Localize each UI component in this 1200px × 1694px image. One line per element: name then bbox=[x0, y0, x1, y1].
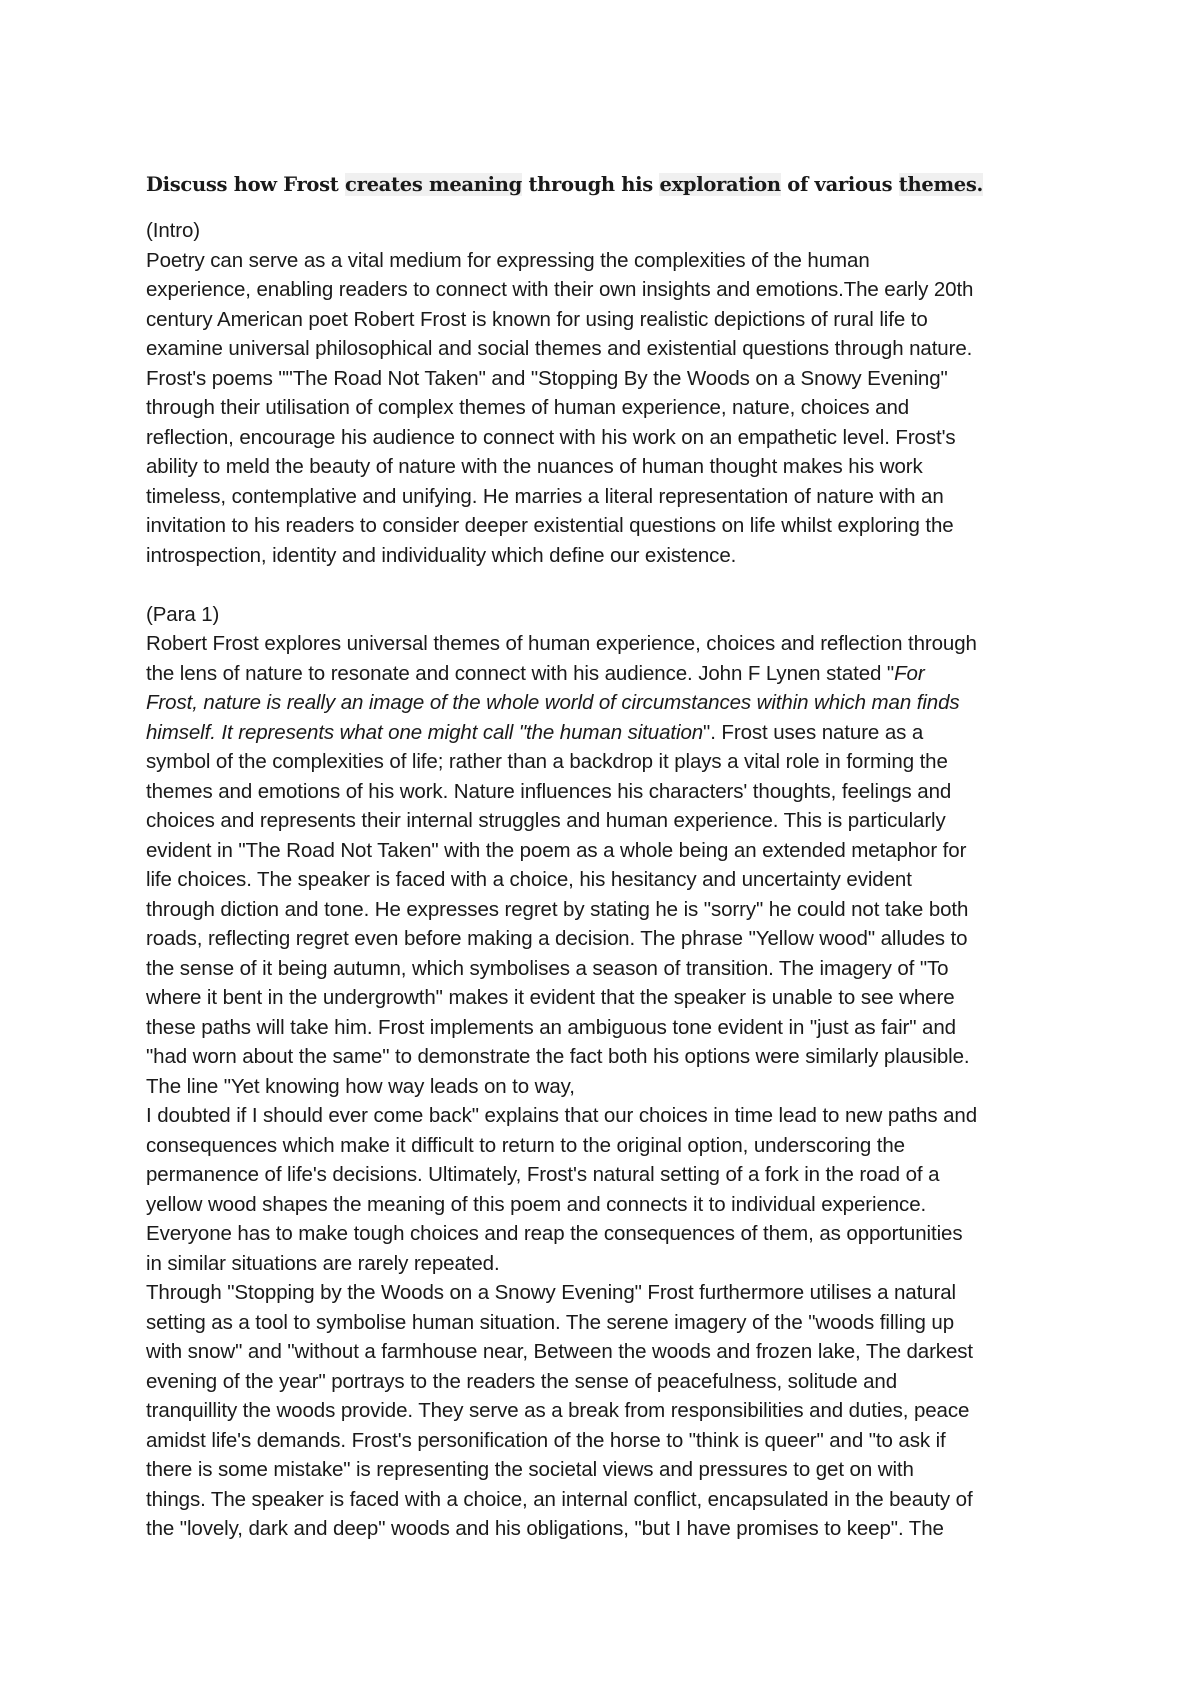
title-highlight-themes: themes. bbox=[898, 173, 984, 196]
para1-line: evening of the year" portrays to the readers the sense of peacefulness, solitude and bbox=[146, 1369, 898, 1393]
essay-question-title bbox=[146, 170, 1076, 200]
para1-line: consequences which make it difficult to return to the original option, underscoring the bbox=[146, 1133, 905, 1157]
intro-line: Poetry can serve as a vital medium for expressing the complexities of the human bbox=[146, 248, 870, 272]
paragraph-spacer bbox=[146, 570, 1076, 600]
intro-line: timeless, contemplative and unifying. He marries a literal representation of nature with an bbox=[146, 484, 944, 508]
para1-line bbox=[146, 659, 1076, 689]
para1-line bbox=[146, 718, 1076, 748]
intro-line: century American poet Robert Frost is known for using realistic depictions of rural life to bbox=[146, 307, 928, 331]
quote-italic-line: Frost, nature is really an image of the whole world of circumstances within which man finds bbox=[146, 691, 960, 714]
para1-line: the "lovely, dark and deep" woods and his obligations, "but I have promises to keep". The bbox=[146, 1517, 944, 1540]
title-highlight-exploration: exploration bbox=[659, 173, 781, 196]
document-body bbox=[146, 170, 1076, 1544]
title-text: Discuss how Frost bbox=[146, 173, 346, 196]
intro-section bbox=[146, 216, 1076, 570]
title-highlight-creates-meaning: creates meaning bbox=[345, 173, 522, 196]
para1-line: choices and represents their internal struggles and human experience. This is particularly bbox=[146, 809, 946, 832]
quote-italic: himself. It represents what one might call "the human situation bbox=[146, 720, 704, 744]
intro-line: through their utilisation of complex themes of human experience, nature, choices and bbox=[146, 396, 910, 419]
quote-italic: For bbox=[894, 661, 925, 685]
intro-line: examine universal philosophical and social themes and existential questions through nature. bbox=[146, 337, 973, 360]
intro-line: introspection, identity and individuality which define our existence. bbox=[146, 543, 737, 567]
title-text: of various bbox=[780, 173, 899, 196]
para1-line: through diction and tone. He expresses regret by stating he is "sorry" he could not take both bbox=[146, 897, 969, 921]
intro-line: reflection, encourage his audience to connect with his work on an empathetic level. Frost's bbox=[146, 425, 956, 449]
para1-line: in similar situations are rarely repeated. bbox=[146, 1251, 500, 1275]
para1-line: with snow" and "without a farmhouse near, Between the woods and frozen lake, The darkest bbox=[146, 1340, 974, 1363]
para1-text: ". Frost uses nature as a bbox=[703, 720, 924, 744]
title-text: through his bbox=[521, 173, 660, 196]
para1-line: themes and emotions of his work. Nature influences his characters' thoughts, feelings and bbox=[146, 779, 952, 803]
intro-label: (Intro) bbox=[146, 219, 200, 242]
para1-text: the lens of nature to resonate and connect with his audience. John F Lynen stated " bbox=[146, 661, 895, 685]
para1-line: amidst life's demands. Frost's personification of the horse to "think is queer" and "to ask if bbox=[146, 1428, 946, 1452]
para1-line: roads, reflecting regret even before making a decision. The phrase "Yellow wood" alludes to bbox=[146, 927, 968, 950]
para1-label: (Para 1) bbox=[146, 602, 220, 626]
para1-line: setting as a tool to symbolise human situation. The serene imagery of the "woods filling up bbox=[146, 1310, 954, 1334]
para1-line: Through "Stopping by the Woods on a Snowy Evening" Frost furthermore utilises a natural bbox=[146, 1281, 956, 1304]
intro-line: invitation to his readers to consider deeper existential questions on life whilst exploring the bbox=[146, 514, 954, 537]
para1-line: Everyone has to make tough choices and reap the consequences of them, as opportunities bbox=[146, 1222, 963, 1245]
para1-line: yellow wood shapes the meaning of this poem and connects it to individual experience. bbox=[146, 1192, 927, 1216]
para1-line: permanence of life's decisions. Ultimately, Frost's natural setting of a fork in the road of a bbox=[146, 1163, 940, 1186]
para1-line: symbol of the complexities of life; rather than a backdrop it plays a vital role in forming the bbox=[146, 750, 948, 773]
para1-line: tranquillity the woods provide. They serve as a break from responsibilities and duties, peace bbox=[146, 1399, 970, 1422]
para1-line: I doubted if I should ever come back" explains that our choices in time lead to new paths and bbox=[146, 1104, 978, 1127]
para1-line: life choices. The speaker is faced with a choice, his hesitancy and uncertainty evident bbox=[146, 868, 912, 891]
para1-line: there is some mistake" is representing the societal views and pressures to get on with bbox=[146, 1458, 914, 1481]
intro-line: experience, enabling readers to connect with their own insights and emotions.The early 20th bbox=[146, 278, 974, 301]
para1-line: where it bent in the undergrowth" makes it evident that the speaker is unable to see where bbox=[146, 986, 955, 1009]
intro-line: Frost's poems ""The Road Not Taken" and "Stopping By the Woods on a Snowy Evening" bbox=[146, 366, 948, 390]
para1-line: things. The speaker is faced with a choice, an internal conflict, encapsulated in the beauty of bbox=[146, 1487, 973, 1511]
para1-line: Robert Frost explores universal themes of human experience, choices and reflection through bbox=[146, 632, 977, 655]
para1-section bbox=[146, 600, 1076, 1544]
intro-line: ability to meld the beauty of nature with the nuances of human thought makes his work bbox=[146, 455, 923, 478]
para1-line: the sense of it being autumn, which symbolises a season of transition. The imagery of "To bbox=[146, 956, 949, 980]
para1-line: The line "Yet knowing how way leads on to way, bbox=[146, 1074, 575, 1098]
para1-line: these paths will take him. Frost implements an ambiguous tone evident in "just as fair" and bbox=[146, 1015, 956, 1039]
para1-line: "had worn about the same" to demonstrate the fact both his options were similarly plausible. bbox=[146, 1045, 970, 1068]
para1-line: evident in "The Road Not Taken" with the poem as a whole being an extended metaphor for bbox=[146, 838, 967, 862]
